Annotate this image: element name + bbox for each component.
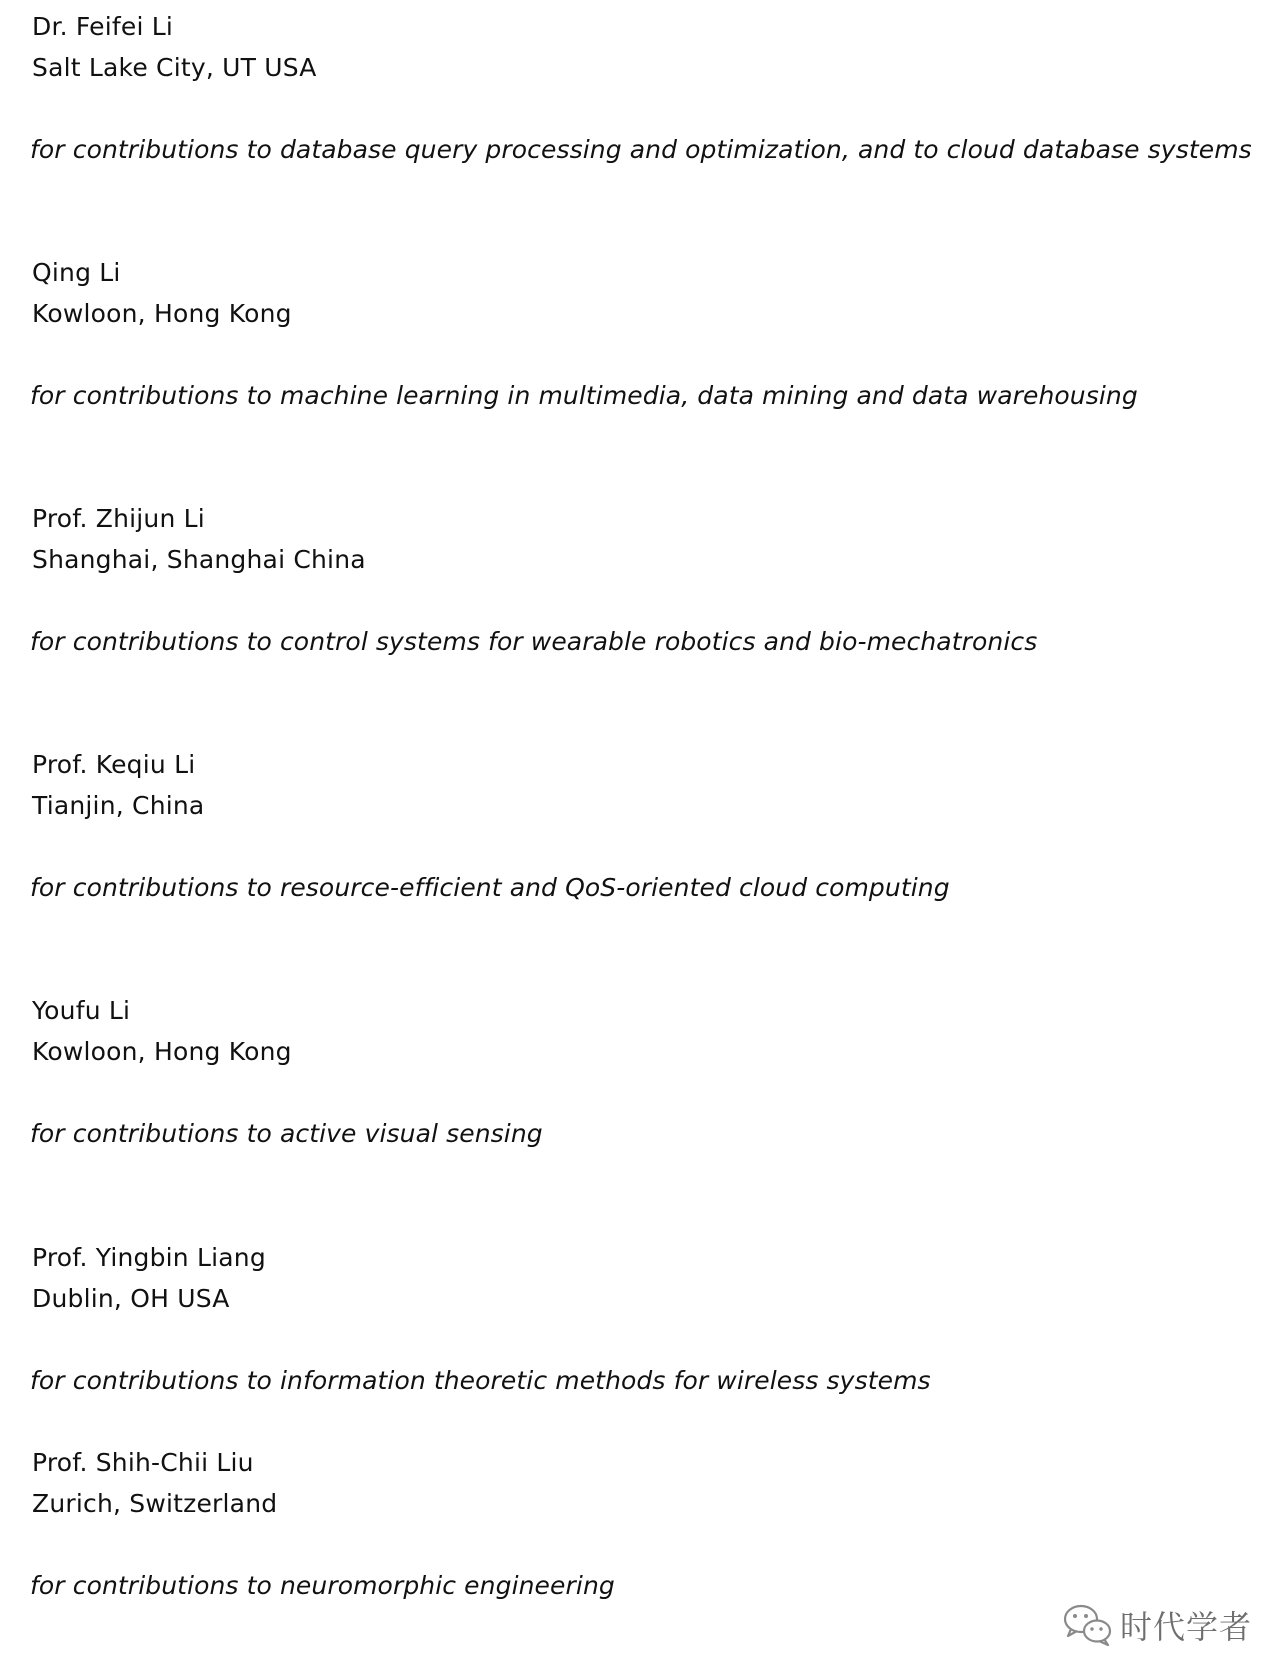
fellow-citation: for contributions to information theoretic methods for wireless systems [30,1366,931,1395]
fellow-name: Youfu Li [32,996,131,1025]
fellow-name: Prof. Keqiu Li [32,750,196,779]
fellow-citation: for contributions to resource-efficient and QoS-oriented cloud computing [30,873,950,902]
fellow-name: Prof. Yingbin Liang [32,1243,266,1272]
watermark [1062,1602,1252,1648]
fellow-name: Prof. Zhijun Li [32,504,205,533]
fellow-citation: for contributions to database query processing and optimization, and to cloud database systems [30,135,1252,164]
fellow-name: Dr. Feifei Li [32,12,174,41]
watermark-text: 时代学者 [1120,1608,1253,1646]
fellow-location: Kowloon, Hong Kong [32,299,292,328]
fellow-citation: for contributions to machine learning in multimedia, data mining and data warehousing [30,381,1138,410]
fellow-location: Tianjin, China [32,791,205,820]
fellow-citation: for contributions to neuromorphic engineering [30,1571,615,1600]
fellow-citation: for contributions to active visual sensing [30,1119,543,1148]
fellow-location: Zurich, Switzerland [32,1489,278,1518]
fellow-location: Salt Lake City, UT USA [32,53,317,82]
fellow-location: Dublin, OH USA [32,1284,230,1313]
fellow-citation: for contributions to control systems for wearable robotics and bio-mechatronics [30,627,1038,656]
fellow-location: Shanghai, Shanghai China [32,545,366,574]
fellow-location: Kowloon, Hong Kong [32,1037,292,1066]
fellow-name: Prof. Shih-Chii Liu [32,1448,254,1477]
wechat-icon [1062,1602,1114,1648]
fellow-name: Qing Li [32,258,121,287]
